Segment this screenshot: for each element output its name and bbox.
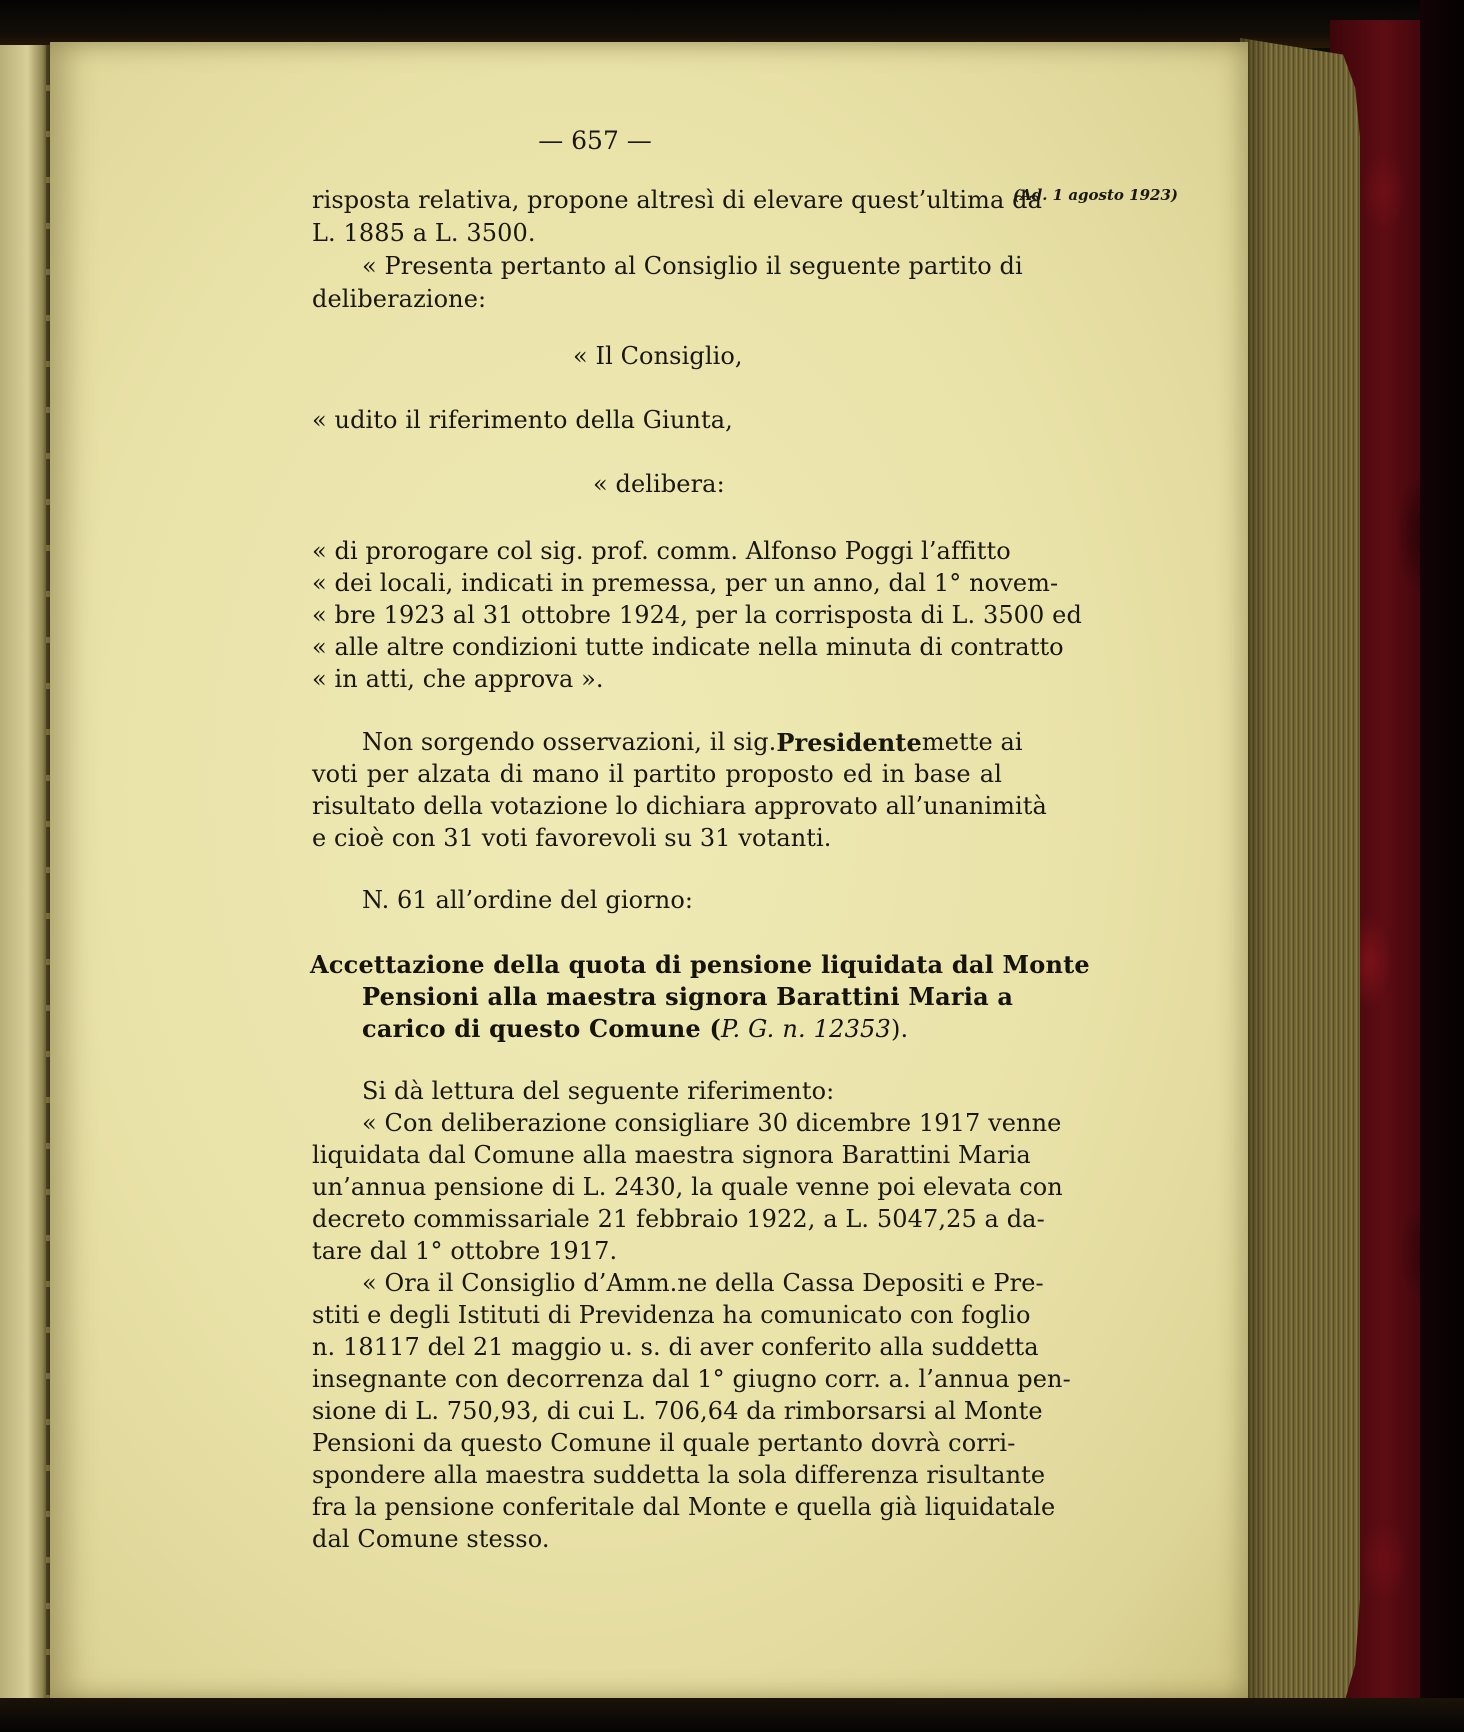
text-delibera: « delibera: bbox=[593, 470, 725, 498]
margin-date-note: (Ad. 1 agosto 1923) bbox=[1013, 186, 1178, 204]
heading-line-3a: carico di questo Comune ( bbox=[362, 1014, 721, 1043]
body-line-3: un’annua pensione di L. 2430, la quale venne poi elevata con bbox=[312, 1173, 1063, 1201]
text-vote-line-4: e cioè con 31 voti favorevoli su 31 votanti. bbox=[312, 824, 832, 852]
page-number: — 657 — bbox=[538, 126, 652, 155]
text-deliberation-1: « di prorogare col sig. prof. comm. Alfonso Poggi l’affitto bbox=[312, 537, 1011, 565]
heading-reference: P. G. n. 12353 bbox=[721, 1015, 891, 1043]
body-line-14: dal Comune stesso. bbox=[312, 1525, 550, 1553]
text-deliberation-4: « alle altre condizioni tutte indicate nella minuta di contratto bbox=[312, 633, 1064, 661]
body-line-6: « Ora il Consiglio d’Amm.ne della Cassa Depositi e Pre- bbox=[362, 1269, 1044, 1297]
heading-line-1: Accettazione della quota di pensione liquidata dal Monte bbox=[310, 950, 1090, 979]
text-vote-1b: mette ai bbox=[921, 728, 1023, 756]
text-deliberation-5: « in atti, che approva ». bbox=[312, 665, 604, 693]
text-deliberation-2: « dei locali, indicati in premessa, per un anno, dal 1° novem- bbox=[312, 569, 1059, 597]
heading-line-3 bbox=[362, 1014, 908, 1043]
page-number-container bbox=[480, 0, 710, 170]
text-udito: « udito il riferimento della Giunta, bbox=[312, 406, 733, 434]
body-line-8: n. 18117 del 21 maggio u. s. di aver conferito alla suddetta bbox=[312, 1333, 1039, 1361]
body-line-7: stiti e degli Istituti di Previdenza ha comunicato con foglio bbox=[312, 1301, 1031, 1329]
body-line-2: liquidata dal Comune alla maestra signora Barattini Maria bbox=[312, 1141, 1031, 1169]
heading-line-3b: ). bbox=[890, 1015, 909, 1043]
text-deliberation-3: « bre 1923 al 31 ottobre 1924, per la corrisposta di L. 3500 ed bbox=[312, 601, 1082, 629]
text-line-4: deliberazione: bbox=[312, 285, 487, 313]
body-line-5: tare dal 1° ottobre 1917. bbox=[312, 1237, 618, 1265]
body-line-11: Pensioni da questo Comune il quale pertanto dovrà corri- bbox=[312, 1429, 1016, 1457]
body-line-13: fra la pensione conferitale dal Monte e quella già liquidatale bbox=[312, 1493, 1056, 1521]
body-line-12: spondere alla maestra suddetta la sola differenza risultante bbox=[312, 1461, 1046, 1489]
text-line-2: L. 1885 a L. 3500. bbox=[312, 219, 536, 247]
text-vote-line-3: risultato della votazione lo dichiara approvato all’unanimità bbox=[312, 792, 1047, 820]
body-line-10: sione di L. 750,93, di cui L. 706,64 da rimborsarsi al Monte bbox=[312, 1397, 1043, 1425]
text-vote-line-1 bbox=[362, 728, 1023, 757]
heading-line-2: Pensioni alla maestra signora Barattini Maria a bbox=[362, 982, 1014, 1011]
text-reading: Si dà lettura del seguente riferimento: bbox=[362, 1077, 835, 1105]
body-line-4: decreto commissariale 21 febbraio 1922, a L. 5047,25 a da- bbox=[312, 1205, 1045, 1233]
text-vote-line-2: voti per alzata di mano il partito proposto ed in base al bbox=[312, 760, 1002, 788]
body-line-9: insegnante con decorrenza dal 1° giugno corr. a. l’annua pen- bbox=[312, 1365, 1071, 1393]
text-line-1: risposta relativa, propone altresì di elevare quest’ultima da bbox=[312, 186, 1043, 214]
body-line-1: « Con deliberazione consigliare 30 dicembre 1917 venne bbox=[362, 1109, 1062, 1137]
text-consiglio: « Il Consiglio, bbox=[573, 342, 743, 370]
text-agenda: N. 61 all’ordine del giorno: bbox=[362, 886, 694, 914]
left-page-sliver bbox=[0, 45, 50, 1705]
text-presidente: Presidente bbox=[776, 728, 922, 757]
text-line-3: « Presenta pertanto al Consiglio il seguente partito di bbox=[362, 252, 1023, 280]
text-vote-1a: Non sorgendo osservazioni, il sig. bbox=[362, 728, 777, 756]
binding-stitch bbox=[46, 45, 50, 1705]
background-bottom bbox=[0, 1698, 1464, 1732]
book-cover-edge bbox=[1420, 0, 1464, 1732]
